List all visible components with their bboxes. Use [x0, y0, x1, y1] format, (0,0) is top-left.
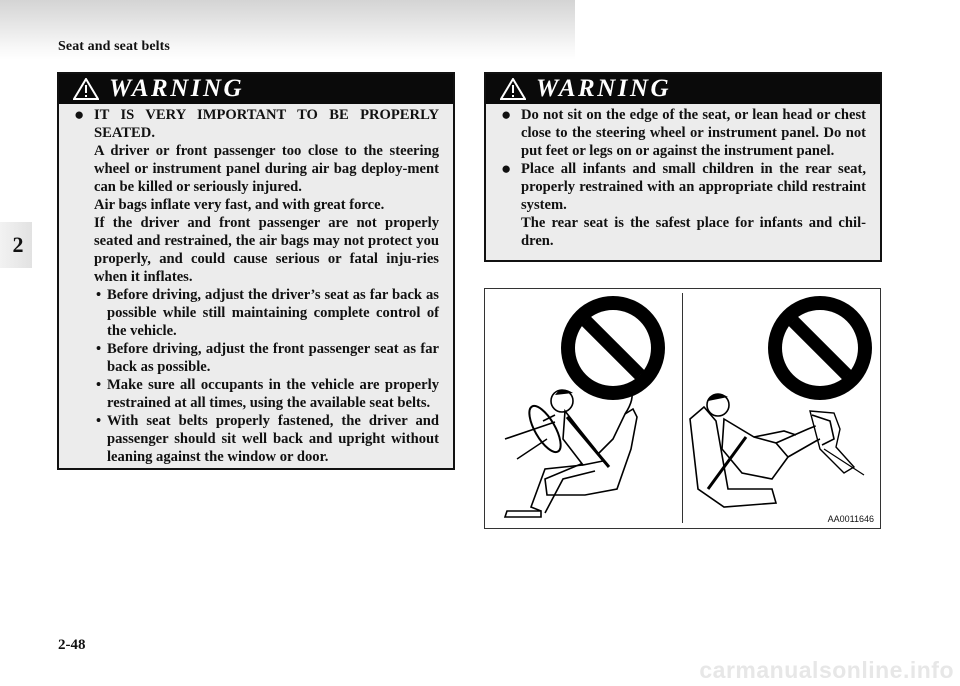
- warning-title: WARNING: [109, 75, 245, 102]
- warning-paragraph: The rear seat is the safest place for infants and chil-dren.: [521, 215, 866, 249]
- sub-bullet-icon: •: [96, 377, 102, 393]
- bullet-icon: ●: [74, 105, 85, 124]
- prohibition-icon: [561, 296, 665, 400]
- chapter-number: 2: [12, 232, 24, 257]
- sub-item-text: Before driving, adjust the front passenger seat as far back as possible.: [107, 341, 439, 375]
- warning-box-right: [484, 72, 882, 262]
- illustration-figure: [484, 288, 881, 529]
- sub-item-text: Before driving, adjust the driver’s seat as far back as possible while still maintaining complete control of the vehicle.: [107, 287, 439, 339]
- sub-item: [94, 376, 439, 412]
- sub-bullet-icon: •: [96, 341, 102, 357]
- warning-header: [486, 74, 880, 104]
- sub-bullet-icon: •: [96, 413, 102, 429]
- warning-paragraph: A driver or front passenger too close to the steering wheel or instrument panel during air bag deploy-ment can be killed or seriously injured.: [94, 143, 439, 195]
- warning-paragraph: Do not sit on the edge of the seat, or lean head or chest close to the steering wheel or instrument panel. Do not put feet or legs on or against the instrument panel.: [521, 107, 866, 159]
- section-title: Seat and seat belts: [58, 39, 170, 54]
- sub-item-text: Make sure all occupants in the vehicle are properly restrained at all times, using the available seat belts.: [107, 377, 439, 411]
- warning-item: [500, 106, 866, 160]
- warning-paragraph: IT IS VERY IMPORTANT TO BE PROPERLY SEATED.: [94, 107, 439, 141]
- warning-triangle-icon: [500, 78, 526, 100]
- illustration-right-feet-on-dash: [684, 289, 880, 527]
- warning-header: [59, 74, 453, 104]
- warning-paragraph: Place all infants and small children in the rear seat, properly restrained with an appropriate child restraint system.: [521, 161, 866, 213]
- warning-box-left: [57, 72, 455, 470]
- warning-item: [500, 160, 866, 250]
- watermark: carmanualsonline.info: [699, 657, 954, 683]
- warning-paragraph: Air bags inflate very fast, and with great force.: [94, 197, 385, 213]
- bullet-icon: ●: [501, 159, 512, 178]
- figure-divider: [682, 293, 683, 523]
- warning-item: [73, 106, 439, 466]
- prohibition-icon: [768, 296, 872, 400]
- sub-item: [94, 412, 439, 466]
- sub-item: [94, 340, 439, 376]
- page-number: 2-48: [58, 637, 86, 653]
- warning-paragraph: If the driver and front passenger are not properly seated and restrained, the air bags may not protect you properly, and could cause serious or fatal inju-ries when it inflates.: [94, 215, 439, 285]
- warning-triangle-icon: [73, 78, 99, 100]
- sub-item: [94, 286, 439, 340]
- warning-title: WARNING: [536, 75, 672, 102]
- sub-bullet-icon: •: [96, 287, 102, 303]
- chapter-tab: [0, 222, 32, 268]
- figure-code: AA0011646: [827, 514, 874, 524]
- sub-item-text: With seat belts properly fastened, the driver and passenger should sit well back and upright without leaning against the window or door.: [107, 413, 439, 465]
- bullet-icon: ●: [501, 105, 512, 124]
- illustration-left-leaning-driver: [485, 289, 681, 527]
